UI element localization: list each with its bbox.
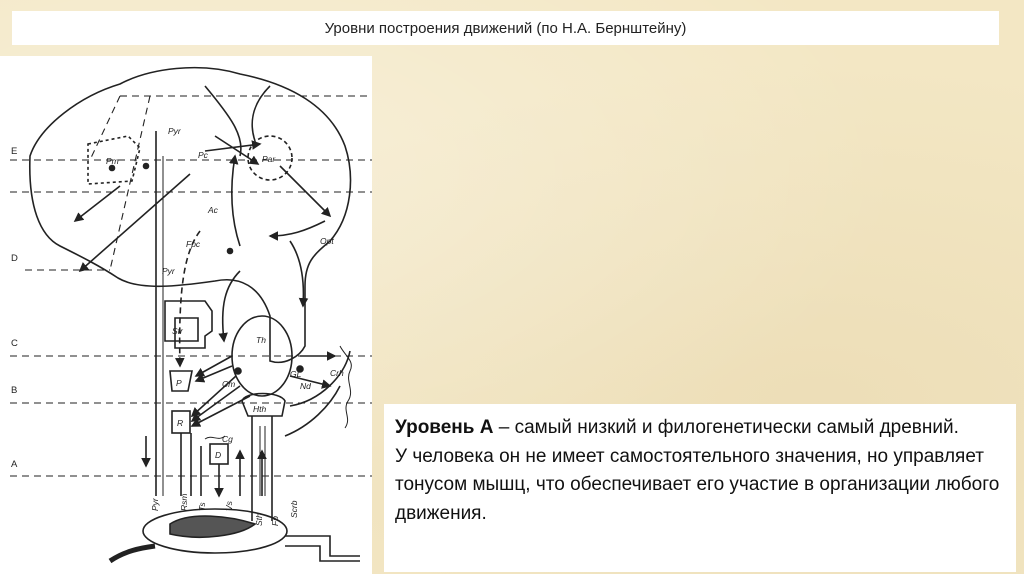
level-name: Уровень А xyxy=(395,417,494,438)
diagram-lines xyxy=(10,68,372,561)
label-str: Str xyxy=(172,326,183,336)
label-fpc: Fpc xyxy=(186,239,201,249)
label-cm: Cm xyxy=(222,379,236,389)
label-pyr-top: Pyr xyxy=(168,126,181,136)
label-pyr-mid: Pyr xyxy=(162,266,175,276)
level-boundaries xyxy=(10,96,372,476)
label-opt: Opt xyxy=(320,236,334,246)
bernstein-diagram xyxy=(0,56,372,574)
label-d: D xyxy=(215,450,222,460)
label-hth: Hth xyxy=(253,404,267,414)
label-cg: Cg xyxy=(222,434,233,444)
label-ts: Ts xyxy=(197,502,207,511)
description-line-1: – самый низкий и филогенетически самый древний. xyxy=(493,417,959,438)
level-label-c: C xyxy=(11,338,18,349)
label-crh: Crh xyxy=(330,368,344,378)
label-rsm: Rsm xyxy=(179,493,189,511)
str-block xyxy=(165,301,212,348)
level-label-a: A xyxy=(11,459,18,470)
label-pm: Pm xyxy=(106,156,119,166)
label-fp: Fp xyxy=(270,516,280,526)
description-box xyxy=(384,404,1016,572)
label-pyr-bottom: Pyr xyxy=(150,498,160,511)
structure-labels xyxy=(106,126,344,526)
label-r: R xyxy=(177,418,184,428)
level-label-d: D xyxy=(11,253,18,264)
description-paragraph-1 xyxy=(395,414,1005,443)
level-labels xyxy=(11,146,18,470)
label-pc: Pc xyxy=(198,150,208,160)
diagram-svg xyxy=(0,56,372,574)
label-sth: Sth xyxy=(254,513,264,526)
slide-title: Уровни построения движений (по Н.А. Бернштейну) xyxy=(324,19,687,37)
label-par: Par xyxy=(262,154,276,164)
label-nd: Nd xyxy=(300,381,311,391)
level-label-b: B xyxy=(11,385,18,396)
level-label-e: E xyxy=(11,146,18,157)
label-scrb: Scrb xyxy=(289,500,299,518)
label-th: Th xyxy=(256,335,266,345)
label-ac: Ac xyxy=(208,205,218,215)
label-gl: GL xyxy=(290,369,302,379)
label-p: P xyxy=(176,378,182,388)
description-paragraph-2: У человека он не имеет самостоятельного значения, но управляет тонусом мышц, что обеспечивает его участие в организации любого движения. xyxy=(395,445,1000,524)
label-vs: Vs xyxy=(224,501,234,511)
title-bar xyxy=(12,11,999,45)
